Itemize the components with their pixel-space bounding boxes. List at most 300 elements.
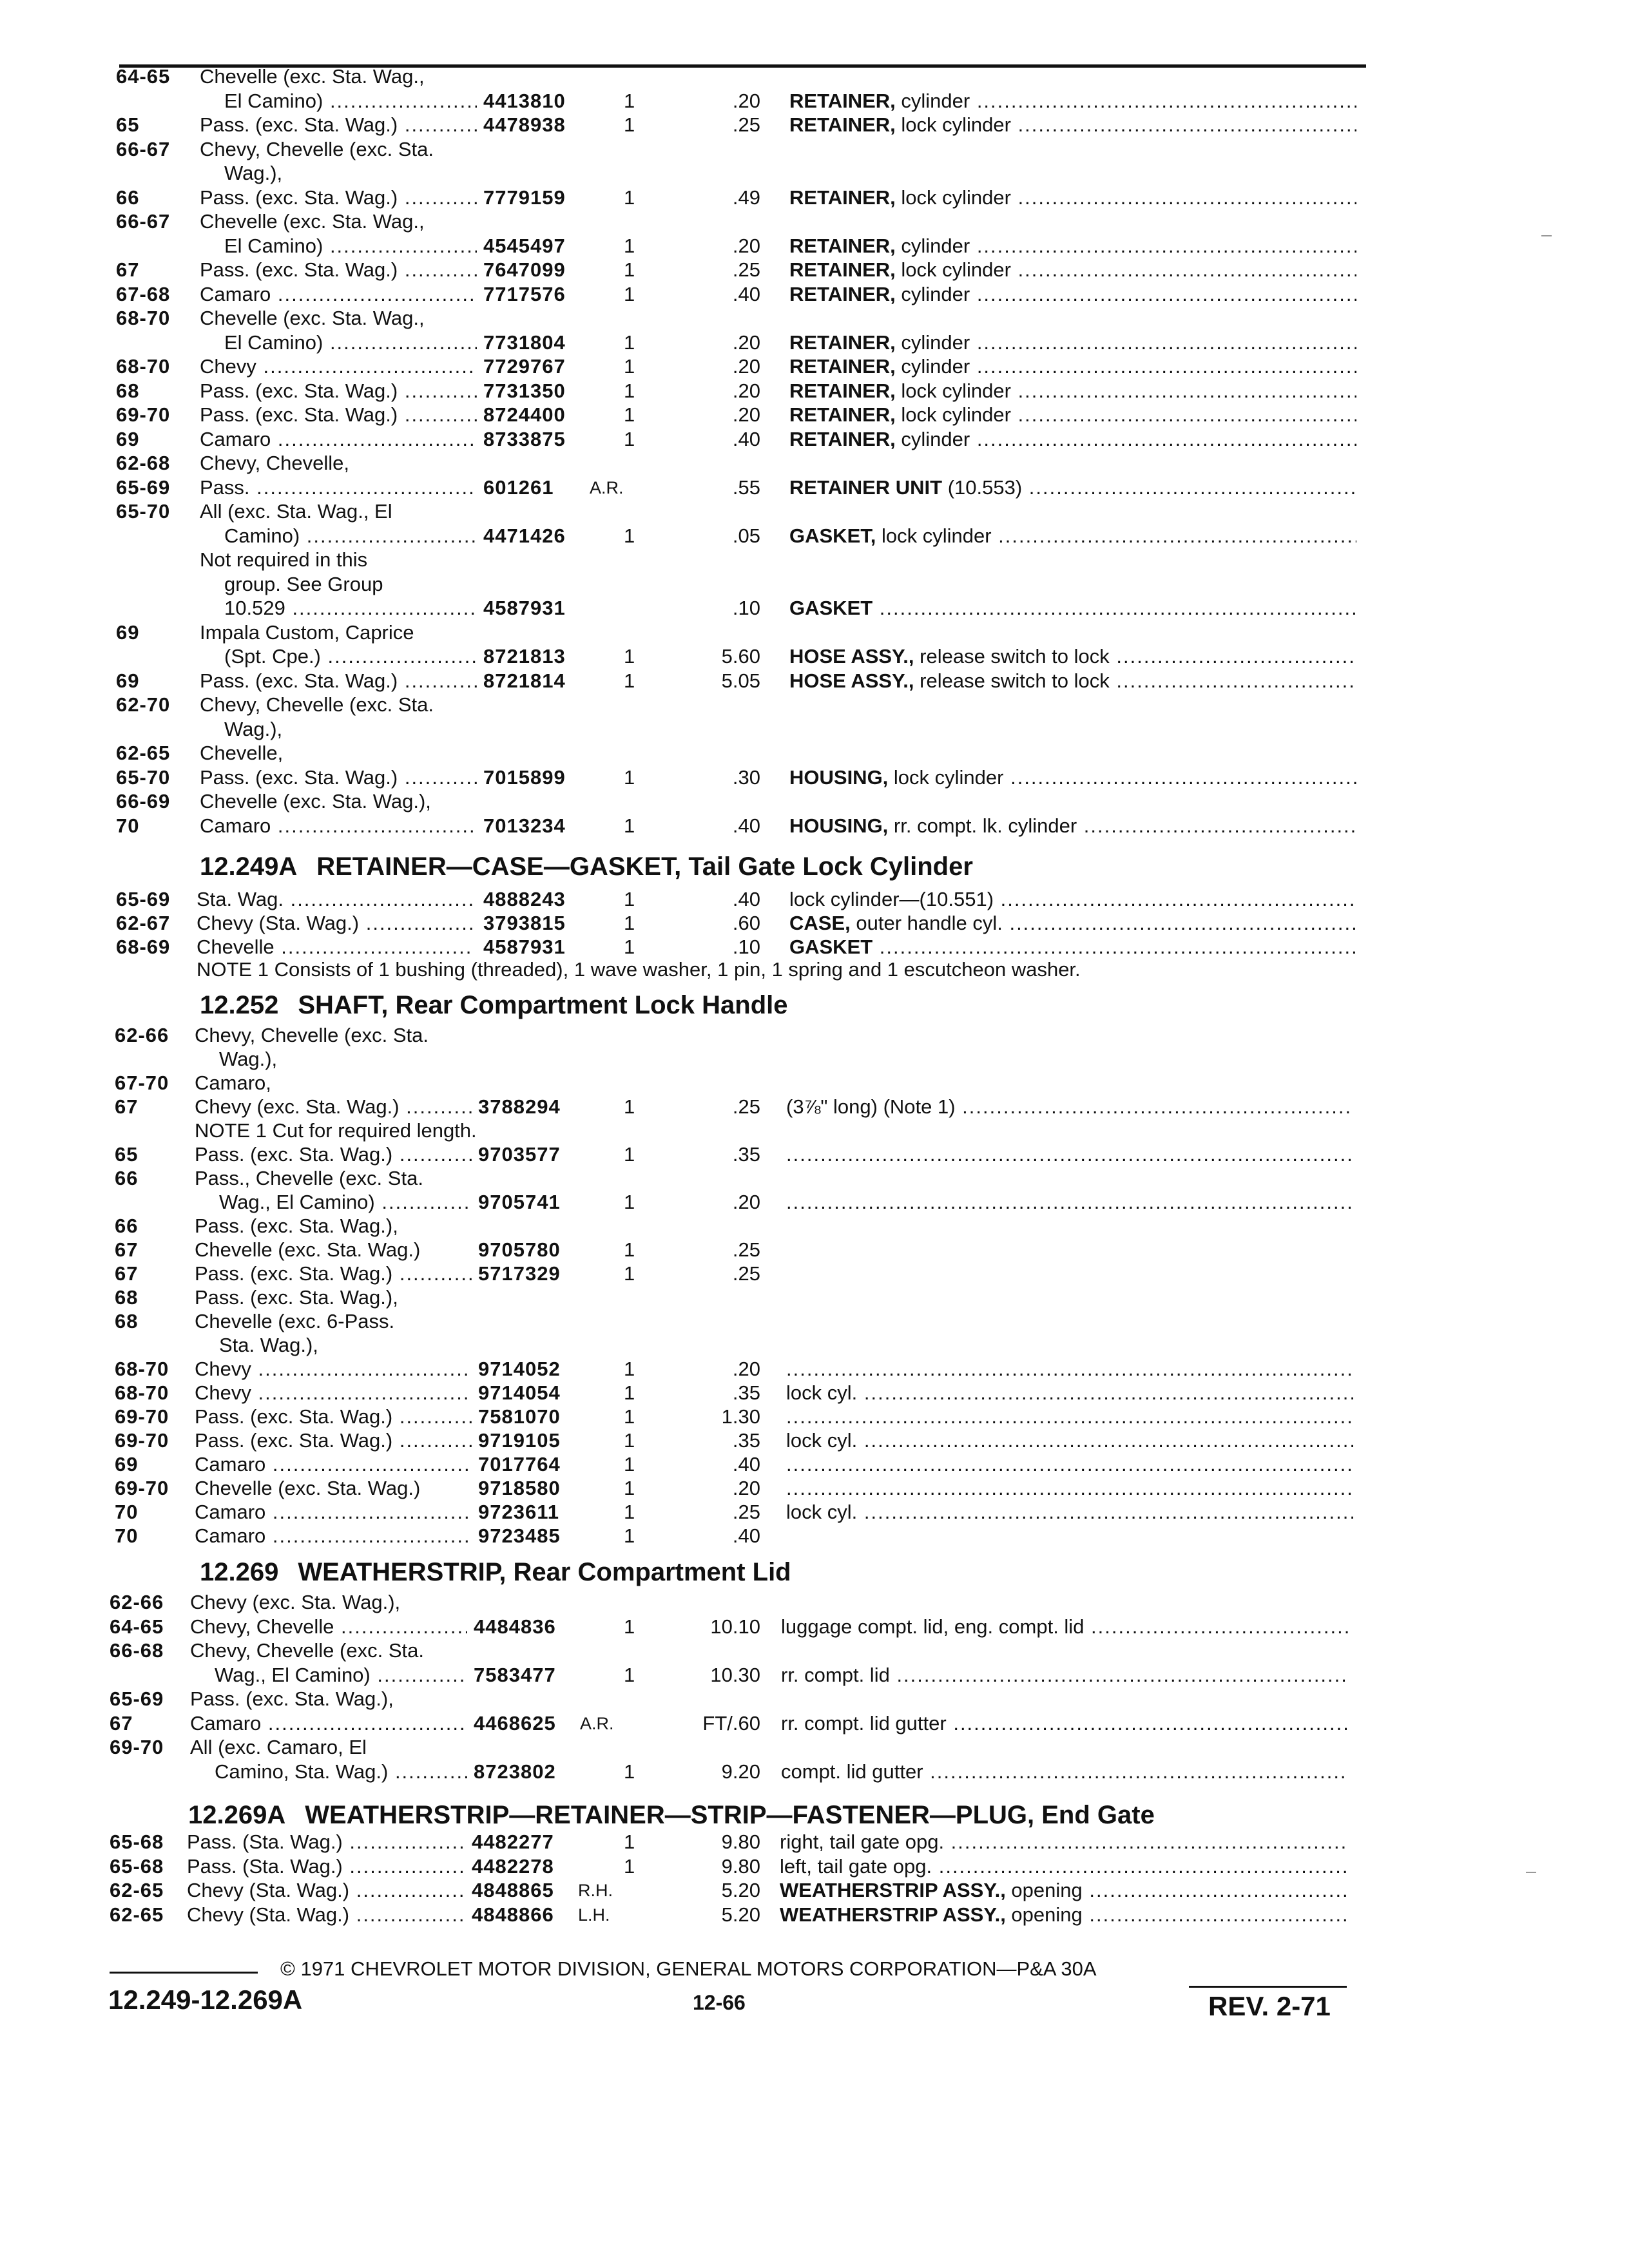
table-row	[0, 186, 1629, 211]
model-application: Chevy, Chevelle .....	[190, 1615, 467, 1639]
table-row	[0, 1071, 1629, 1097]
table-row	[0, 306, 1629, 332]
part-name: GASKET,	[789, 524, 876, 547]
model-application: Camaro .....	[195, 1524, 472, 1548]
quantity: 1	[624, 1831, 635, 1853]
table-row	[0, 1760, 1629, 1785]
model-year: 65-69	[110, 1687, 164, 1710]
quantity: 1	[624, 1405, 635, 1428]
quantity: 1	[624, 1477, 635, 1499]
model-year: 67-68	[116, 282, 171, 305]
part-name: RETAINER,	[789, 258, 896, 281]
part-description	[789, 186, 1356, 210]
model-application: Chevy, Chevelle (exc. Sta.	[195, 1024, 429, 1046]
part-number: 4482278	[472, 1854, 554, 1878]
part-number: 9723611	[478, 1501, 559, 1523]
part-detail: lock cyl.	[786, 1381, 858, 1404]
model-year: 67	[115, 1238, 139, 1261]
part-detail: left, tail gate opg.	[780, 1854, 932, 1878]
price: .20	[732, 1477, 760, 1499]
part-description	[789, 911, 1356, 936]
quantity: 1	[624, 1760, 635, 1783]
table-row	[0, 499, 1629, 525]
model-application: Pass. (exc. Sta. Wag.) .....	[195, 1262, 472, 1286]
quantity: R.H.	[578, 1881, 613, 1900]
footer-rule-left	[110, 1972, 258, 1974]
part-description	[780, 1830, 1347, 1854]
table-row	[0, 1735, 1629, 1761]
part-description	[781, 1615, 1348, 1639]
footer-copyright: © 1971 CHEVROLET MOTOR DIVISION, GENERAL MOTORS CORPORATION—P&A 30A	[280, 1957, 1097, 1980]
quantity: 1	[624, 1453, 635, 1475]
part-detail: lock cylinder	[895, 113, 1011, 136]
model-application: (Spt. Cpe.) .....	[224, 644, 477, 669]
model-year: 62-65	[116, 742, 171, 764]
model-application: Chevy, Chevelle (exc. Sta.	[200, 137, 434, 160]
model-year: 62-67	[116, 912, 171, 934]
table-row	[0, 1333, 1629, 1359]
footer-revision: REV. 2-71	[1208, 1991, 1331, 2021]
quantity: 1	[624, 1663, 635, 1686]
model-application: Pass. (exc. Sta. Wag.) .....	[200, 765, 477, 790]
part-description	[780, 1854, 1347, 1879]
part-detail: rr. compt. lk. cylinder	[888, 814, 1077, 837]
part-description	[789, 282, 1356, 307]
part-name: RETAINER,	[789, 89, 896, 112]
model-application: Chevy (Sta. Wag.) .....	[187, 1903, 464, 1927]
model-application: Pass. (exc. Sta. Wag.) .....	[200, 113, 477, 137]
part-description	[789, 331, 1356, 355]
table-row	[0, 1381, 1629, 1407]
part-name: HOUSING,	[789, 814, 889, 837]
model-application: Wag., El Camino) .....	[219, 1190, 472, 1215]
model-application: Chevelle (exc. Sta. Wag.)	[195, 1477, 421, 1499]
table-row	[0, 161, 1629, 187]
model-application: Chevy (Sta. Wag.) .....	[187, 1878, 464, 1903]
model-application: Pass. (exc. Sta. Wag.),	[195, 1286, 398, 1309]
part-name: RETAINER,	[789, 113, 896, 136]
model-year: 69	[116, 669, 140, 692]
part-number: 4468625	[474, 1711, 556, 1735]
table-row	[0, 476, 1629, 501]
model-year: 67	[115, 1262, 139, 1285]
quantity: 1	[624, 888, 635, 910]
model-year: 66-67	[116, 210, 171, 233]
part-detail: cylinder	[895, 355, 970, 378]
quantity: L.H.	[578, 1905, 610, 1925]
quantity: A.R.	[590, 477, 624, 497]
part-number: 7729767	[483, 355, 566, 378]
part-name: RETAINER,	[789, 186, 896, 209]
part-detail: outer handle cyl.	[850, 912, 1003, 934]
table-row	[0, 354, 1629, 380]
part-number: 8721814	[483, 669, 566, 692]
quantity: 1	[624, 379, 635, 402]
model-application: Pass. (exc. Sta. Wag.) .....	[200, 186, 477, 210]
quantity: 1	[624, 1143, 635, 1166]
part-number: 4478938	[483, 113, 566, 136]
part-number: 7647099	[483, 258, 566, 281]
part-number: 9714054	[478, 1381, 561, 1404]
quantity: 1	[624, 1381, 635, 1404]
model-application: Chevy .....	[200, 354, 477, 379]
price: .20	[732, 379, 760, 402]
part-detail: release switch to lock	[914, 645, 1110, 668]
part-description	[781, 1711, 1348, 1736]
model-application: Chevy, Chevelle (exc. Sta.	[190, 1639, 424, 1662]
model-year: 69-70	[115, 1477, 169, 1499]
table-row	[0, 1238, 1629, 1264]
part-description	[789, 234, 1356, 258]
part-name: RETAINER,	[789, 427, 896, 450]
part-description	[781, 1760, 1348, 1784]
part-detail: cylinder	[895, 234, 970, 257]
part-detail: release switch to lock	[914, 669, 1110, 692]
model-application: Chevy .....	[195, 1357, 472, 1381]
model-application: Camaro .....	[200, 814, 477, 838]
part-name: RETAINER,	[789, 355, 896, 378]
model-year: 70	[116, 814, 140, 837]
model-application: All (exc. Sta. Wag., El	[200, 500, 392, 523]
part-name: RETAINER,	[789, 331, 896, 354]
table-row	[0, 548, 1629, 573]
quantity: 1	[624, 524, 635, 547]
model-application: Sta. Wag. .....	[197, 887, 474, 912]
price: .25	[732, 1095, 760, 1118]
price: .40	[732, 814, 760, 837]
part-number: 4545497	[483, 234, 566, 257]
price: .35	[732, 1143, 760, 1166]
part-number: 7583477	[474, 1663, 556, 1686]
price: .25	[732, 1238, 760, 1261]
model-year: 65-69	[116, 888, 171, 910]
price: .20	[732, 355, 760, 378]
price: .40	[732, 427, 760, 450]
part-description	[786, 1357, 1353, 1381]
table-row	[0, 258, 1629, 284]
model-year: 68-69	[116, 936, 171, 958]
footer-page-number: 12-66	[693, 1991, 746, 2014]
table-row	[0, 1639, 1629, 1664]
price: .35	[732, 1429, 760, 1452]
quantity: 1	[624, 234, 635, 257]
part-number: 9718580	[478, 1477, 561, 1499]
table-row	[0, 1142, 1629, 1168]
table-row	[0, 89, 1629, 115]
part-detail: lock cylinder	[895, 258, 1011, 281]
table-row	[0, 209, 1629, 235]
table-row	[0, 1854, 1629, 1880]
price: 5.60	[721, 645, 760, 668]
price: .49	[732, 186, 760, 209]
model-application: Pass. (exc. Sta. Wag.),	[195, 1215, 398, 1237]
part-number: 601261	[483, 476, 554, 499]
model-year: 70	[115, 1524, 139, 1547]
table-row	[0, 789, 1629, 815]
part-detail: cylinder	[895, 331, 970, 354]
table-row	[0, 1452, 1629, 1478]
model-year: 68-70	[115, 1358, 169, 1380]
model-application: El Camino) .....	[224, 331, 477, 355]
table-row	[0, 379, 1629, 405]
model-year: 65-70	[116, 765, 171, 789]
model-year: 65	[116, 113, 140, 136]
model-application: Chevelle (exc. Sta. Wag.,	[200, 65, 425, 88]
model-application: Camaro .....	[200, 427, 477, 452]
price: .40	[732, 888, 760, 910]
part-description	[786, 1500, 1353, 1524]
table-row	[0, 1476, 1629, 1502]
model-year: 68-70	[116, 307, 171, 329]
part-detail: lock cylinder	[876, 524, 992, 547]
model-year: 66-67	[116, 137, 171, 160]
model-year: 64-65	[110, 1615, 164, 1638]
part-number: 4587931	[483, 597, 566, 619]
table-row	[0, 1878, 1629, 1904]
model-year: 67	[110, 1711, 133, 1735]
table-row	[0, 1214, 1629, 1240]
model-application: Pass. (exc. Sta. Wag.) .....	[195, 1428, 472, 1453]
part-detail: lock cyl.	[786, 1429, 858, 1452]
quantity: A.R.	[580, 1713, 614, 1733]
model-application: Pass. (Sta. Wag.) .....	[187, 1854, 464, 1879]
part-description	[789, 887, 1356, 912]
part-description	[786, 1428, 1353, 1453]
quantity: 1	[624, 645, 635, 668]
table-row	[0, 1047, 1629, 1073]
table-row	[0, 1405, 1629, 1430]
model-year: 69-70	[116, 403, 171, 426]
quantity: 1	[624, 1095, 635, 1118]
quantity: 1	[624, 1501, 635, 1523]
scan-mark	[1541, 235, 1552, 236]
part-number: 7717576	[483, 282, 566, 305]
model-year: 65	[115, 1143, 139, 1166]
part-number: 5717329	[478, 1262, 561, 1285]
table-row	[0, 1357, 1629, 1383]
part-detail: lock cylinder	[895, 379, 1011, 402]
part-name: CASE,	[789, 912, 851, 934]
model-year: 68	[115, 1286, 139, 1309]
model-year: 65-68	[110, 1831, 164, 1853]
table-row	[0, 620, 1629, 646]
price: 5.20	[721, 1879, 760, 1901]
table-row	[0, 524, 1629, 550]
model-year: 66	[116, 186, 140, 209]
model-year: 62-68	[116, 452, 171, 474]
part-description	[789, 644, 1356, 669]
part-description	[789, 379, 1356, 403]
part-name: WEATHERSTRIP ASSY.,	[780, 1903, 1006, 1926]
price: .20	[732, 1191, 760, 1213]
part-description	[789, 113, 1356, 137]
part-name: WEATHERSTRIP ASSY.,	[780, 1879, 1006, 1901]
price: .55	[732, 476, 760, 499]
part-detail: lock cylinder	[895, 403, 1011, 426]
model-year: 69	[116, 620, 140, 644]
footer-group-range: 12.249-12.269A	[108, 1984, 303, 2015]
part-number: 4587931	[483, 936, 566, 958]
part-number: 9703577	[478, 1143, 561, 1166]
model-application: Camaro .....	[195, 1452, 472, 1477]
quantity: 1	[624, 1191, 635, 1213]
price: .30	[732, 765, 760, 789]
table-row	[0, 765, 1629, 791]
model-year: 66	[115, 1167, 139, 1189]
model-application: Pass. (exc. Sta. Wag.) .....	[200, 403, 477, 427]
quantity: 1	[624, 282, 635, 305]
table-row	[0, 1524, 1629, 1550]
model-year: 65-68	[110, 1854, 164, 1878]
price: .40	[732, 1453, 760, 1475]
part-number: 7581070	[478, 1405, 561, 1428]
quantity: 1	[624, 258, 635, 281]
model-application: Pass., Chevelle (exc. Sta.	[195, 1167, 423, 1189]
price: .20	[732, 331, 760, 354]
model-application: 10.529 .....	[224, 596, 477, 620]
model-application: Chevelle (exc. Sta. Wag.),	[200, 790, 431, 812]
quantity: 1	[624, 1262, 635, 1285]
price: .25	[732, 258, 760, 281]
scan-mark	[1526, 1872, 1536, 1873]
quantity: 1	[624, 186, 635, 209]
part-number: 4484836	[474, 1615, 556, 1638]
price: .20	[732, 1358, 760, 1380]
table-row	[0, 403, 1629, 428]
quantity: 1	[624, 427, 635, 450]
table-row	[0, 1903, 1629, 1928]
model-application: Camaro,	[195, 1072, 271, 1094]
price: .40	[732, 282, 760, 305]
model-year: 67	[116, 258, 140, 281]
table-row	[0, 331, 1629, 356]
footer-rule-right	[1189, 1986, 1347, 1988]
model-application: Chevelle (exc. 6-Pass.	[195, 1310, 395, 1332]
part-description	[786, 1095, 1353, 1119]
model-year: 66	[115, 1215, 139, 1237]
part-description	[789, 814, 1356, 838]
model-application: Pass. (exc. Sta. Wag.) .....	[200, 379, 477, 403]
part-name: RETAINER,	[789, 282, 896, 305]
model-application: Chevelle,	[200, 742, 284, 764]
part-description	[789, 89, 1356, 113]
table-row	[0, 1262, 1629, 1287]
section-heading-12-269: 12.269 WEATHERSTRIP, Rear Compartment Lid	[200, 1558, 791, 1586]
table-row	[0, 1500, 1629, 1526]
model-year: 69	[115, 1453, 139, 1475]
quantity: 1	[624, 1615, 635, 1638]
part-number: 9723485	[478, 1524, 561, 1547]
price: .10	[732, 936, 760, 958]
model-year: 70	[115, 1501, 139, 1523]
model-application: Chevelle (exc. Sta. Wag.)	[195, 1238, 421, 1261]
part-detail: opening	[1005, 1879, 1083, 1901]
price: 5.05	[721, 669, 760, 692]
model-application: Impala Custom, Caprice	[200, 620, 414, 644]
quantity: 1	[624, 355, 635, 378]
model-application: Pass. (exc. Sta. Wag.),	[190, 1687, 394, 1710]
model-application: All (exc. Camaro, El	[190, 1736, 367, 1758]
model-application: group. See Group	[224, 572, 383, 595]
part-number: 4413810	[483, 89, 566, 112]
part-description	[789, 403, 1356, 427]
price: .20	[732, 234, 760, 257]
table-row	[0, 1309, 1629, 1335]
price: .20	[732, 89, 760, 112]
table-row	[0, 64, 1629, 90]
model-application: Sta. Wag.),	[219, 1334, 318, 1356]
part-description	[786, 1476, 1353, 1501]
part-detail: cylinder	[895, 282, 970, 305]
quantity: 1	[624, 936, 635, 958]
price: 9.20	[721, 1760, 760, 1783]
model-year: 65-70	[116, 500, 171, 523]
table-row	[0, 887, 1629, 913]
part-number: 7015899	[483, 765, 566, 789]
table-row	[0, 596, 1629, 622]
model-year: 68	[115, 1310, 139, 1332]
model-application: Chevy .....	[195, 1381, 472, 1405]
part-number: 7731804	[483, 331, 566, 354]
model-application: Camino) .....	[224, 524, 477, 548]
part-description	[786, 1142, 1353, 1167]
part-detail: lock cyl.	[786, 1501, 858, 1523]
table-row	[0, 1428, 1629, 1454]
part-name: HOSE ASSY.,	[789, 669, 914, 692]
quantity: 1	[624, 912, 635, 934]
model-year: 64-65	[116, 65, 171, 88]
quantity: 1	[624, 1238, 635, 1261]
model-application: Chevelle (exc. Sta. Wag.,	[200, 210, 425, 233]
section-heading-12-269a: 12.269A WEATHERSTRIP—RETAINER—STRIP—FASTENER—PLUG, End Gate	[188, 1801, 1155, 1829]
model-application: Pass. .....	[200, 476, 477, 500]
table-row	[0, 1119, 1629, 1144]
part-name: RETAINER,	[789, 234, 896, 257]
model-year: 69-70	[115, 1429, 169, 1452]
part-description	[789, 524, 1356, 548]
part-number: 4482277	[472, 1831, 554, 1853]
price: 10.30	[710, 1663, 760, 1686]
table-row	[0, 1190, 1629, 1216]
part-description	[789, 935, 1356, 959]
part-description	[789, 476, 1356, 500]
model-application: Chevy (exc. Sta. Wag.) .....	[195, 1095, 472, 1119]
part-number: 4471426	[483, 524, 566, 547]
model-application: Camaro .....	[200, 282, 477, 307]
price: .20	[732, 403, 760, 426]
part-detail: lock cylinder	[895, 186, 1011, 209]
model-year: 68-70	[115, 1381, 169, 1404]
part-detail: compt. lid gutter	[781, 1760, 923, 1783]
part-number: 8733875	[483, 427, 566, 450]
table-row	[0, 741, 1629, 767]
model-application: Not required in this	[200, 548, 368, 571]
part-number: 7013234	[483, 814, 566, 837]
part-description	[780, 1878, 1347, 1903]
model-application: Wag., El Camino) .....	[215, 1663, 467, 1687]
quantity: 1	[624, 765, 635, 789]
part-detail: (10.553)	[942, 476, 1023, 499]
quantity: 1	[624, 1854, 635, 1878]
part-description	[789, 258, 1356, 282]
part-number: 8721813	[483, 645, 566, 668]
table-row	[0, 1615, 1629, 1640]
quantity: 1	[624, 113, 635, 136]
table-row	[0, 814, 1629, 840]
part-detail: opening	[1005, 1903, 1083, 1926]
quantity: 1	[624, 1358, 635, 1380]
part-number: 7779159	[483, 186, 566, 209]
